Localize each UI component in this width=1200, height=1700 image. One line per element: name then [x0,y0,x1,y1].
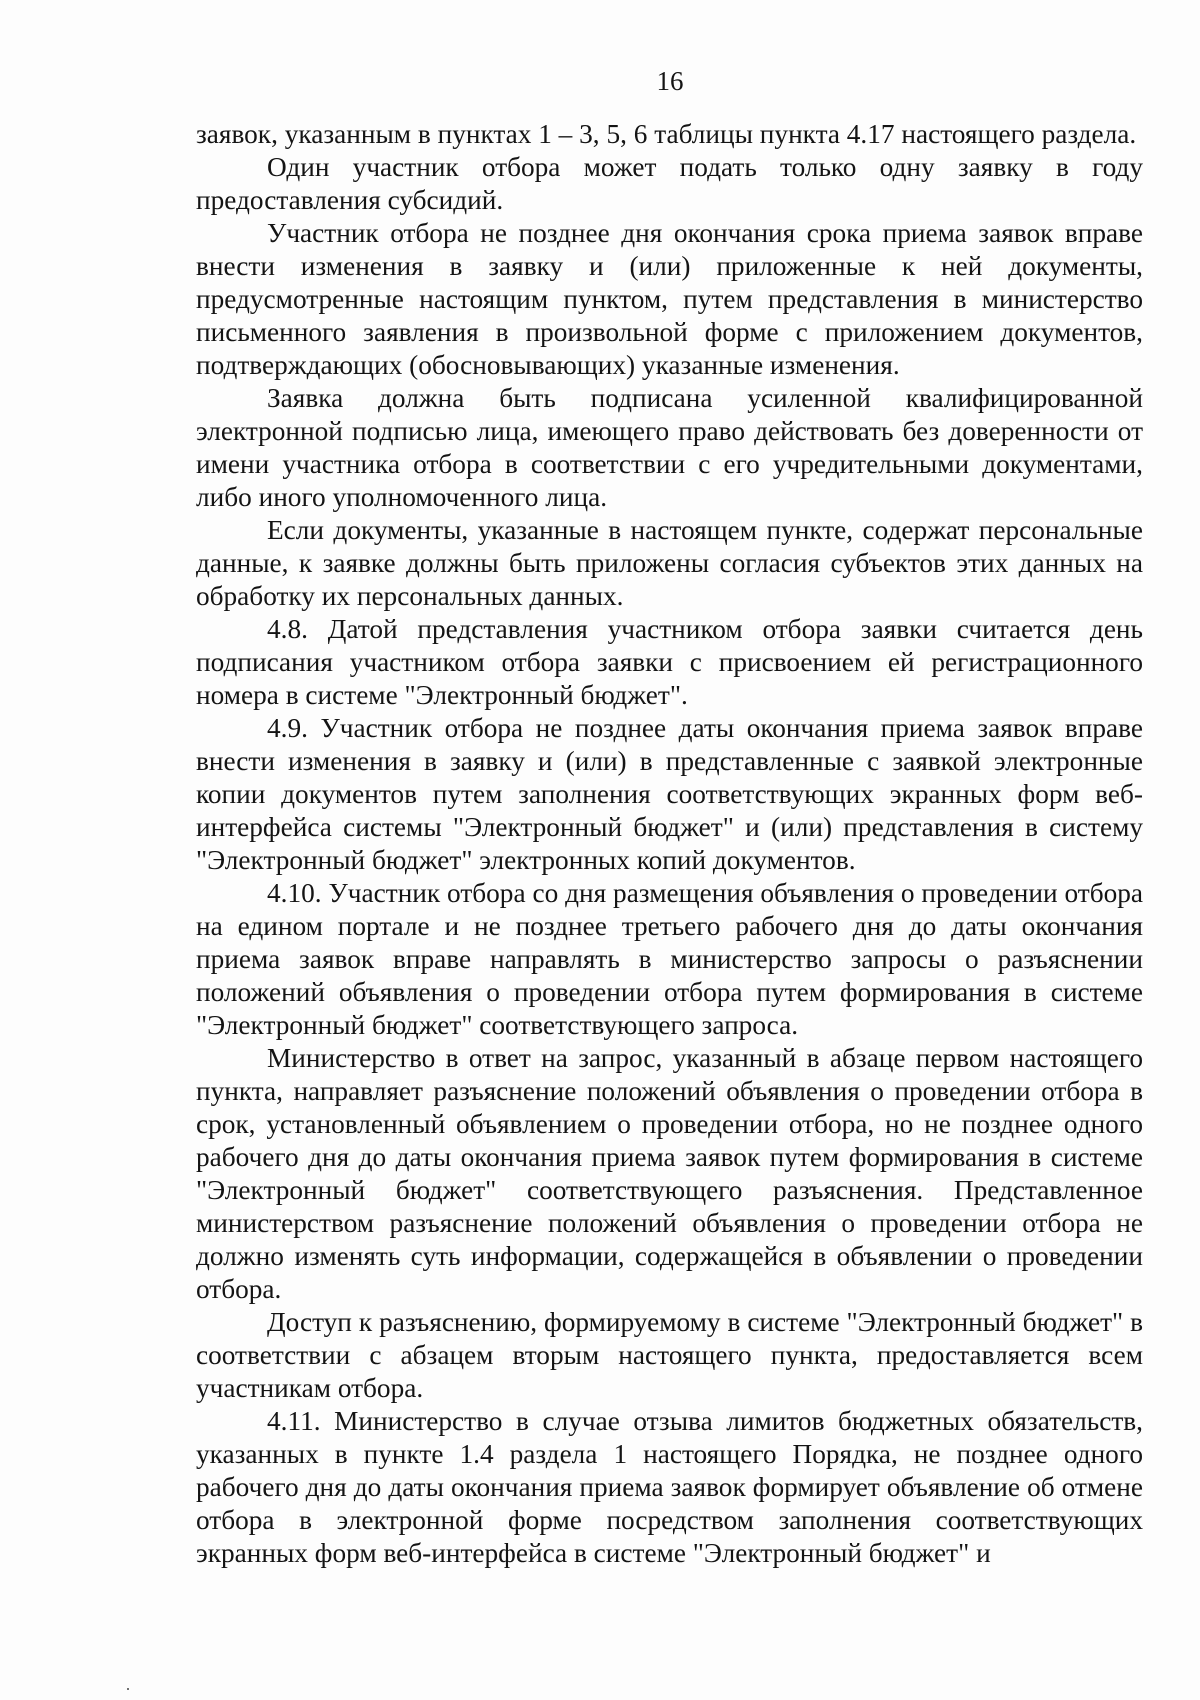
paragraph-clarification-access: Доступ к разъяснению, формируемому в системе "Электронный бюджет" в соответствии с абзацем вторым настоящего пункта, предоставляется всем участникам отбора. [196,1307,1143,1403]
paragraph-4-10: 4.10. Участник отбора со дня размещения объявления о проведении отбора на едином портале и не позднее третьего рабочего дня до даты окончания приема заявок вправе направлять в министерство запросы о разъяснении положений объявления о проведении отбора путем формирования в системе "Электронный бюджет" соответствующего запроса. [196,878,1143,1040]
paragraph-one-application: Один участник отбора может подать только одну заявку в году предоставления субсидий. [196,152,1143,215]
paragraph-personal-data: Если документы, указанные в настоящем пункте, содержат персональные данные, к заявке должны быть приложены согласия субъектов этих данных на обработку их персональных данных. [196,515,1143,611]
document-body [196,118,1143,1570]
paragraph-ministry-response: Министерство в ответ на запрос, указанный в абзаце первом настоящего пункта, направляет разъяснение положений объявления о проведении отбора в срок, установленный объявлением о проведении отбора, но не позднее одного рабочего дня до даты окончания приема заявок путем формирования в системе "Электронный бюджет" соответствующего разъяснения. Представленное министерством разъяснение положений объявления о проведении отбора не должно изменять суть информации, содержащейся в объявлении о проведении отбора. [196,1043,1143,1304]
paragraph-4-9: 4.9. Участник отбора не позднее даты окончания приема заявок вправе внести изменения в заявку и (или) в представленные с заявкой электронные копии документов путем заполнения соответствующих экранных форм веб-интерфейса системы "Электронный бюджет" и (или) представления в систему "Электронный бюджет" электронных копий документов. [196,713,1143,875]
paragraph-continuation: заявок, указанным в пунктах 1 – 3, 5, 6 таблицы пункта 4.17 настоящего раздела. [196,119,1137,149]
paragraph-electronic-signature: Заявка должна быть подписана усиленной квалифицированной электронной подписью лица, имеющего право действовать без доверенности от имени участника отбора в соответствии с его учредительными документами, либо иного уполномоченного лица. [196,383,1143,512]
paragraph-4-11: 4.11. Министерство в случае отзыва лимитов бюджетных обязательств, указанных в пункте 1.4 раздела 1 настоящего Порядка, не позднее одного рабочего дня до даты окончания приема заявок формирует объявление об отмене отбора в электронной форме посредством заполнения соответствующих экранных форм веб-интерфейса в системе "Электронный бюджет" и [196,1406,1143,1568]
paragraph-application-changes: Участник отбора не позднее дня окончания срока приема заявок вправе внести изменения в заявку и (или) приложенные к ней документы, предусмотренные настоящим пунктом, путем представления в министерство письменного заявления в произвольной форме с приложением документов, подтверждающих (обосновывающих) указанные изменения. [196,218,1143,380]
scan-speck [127,1688,129,1690]
page-number: 16 [656,66,684,96]
paragraph-4-8: 4.8. Датой представления участником отбора заявки считается день подписания участником отбора заявки с присвоением ей регистрационного номера в системе "Электронный бюджет". [196,614,1143,710]
